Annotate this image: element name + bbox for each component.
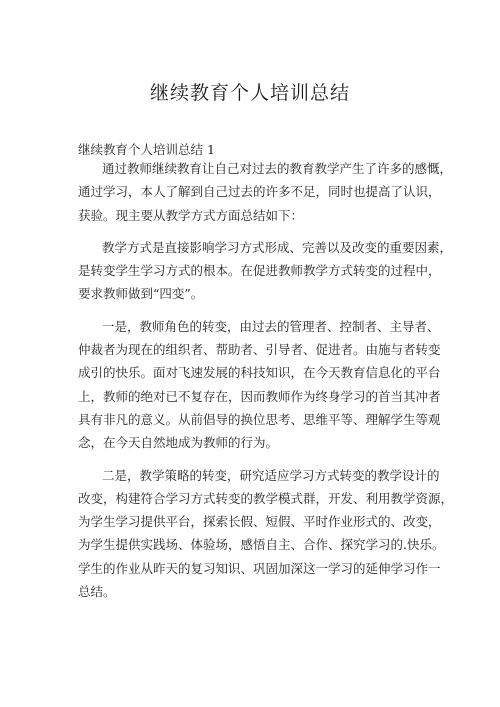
paragraph-line: 为学生提供实践场、体验场，感悟自主、合作、探究学习的.快乐。 (78, 537, 445, 553)
paragraph-1 (78, 157, 453, 227)
paragraph-2 (78, 236, 453, 306)
paragraph-line: 教学方式是直接影响学习方式形成、完善以及改变的重要因素， (102, 239, 453, 255)
paragraph-line: 通过学习，本人了解到自己过去的许多不足，同时也提高了认识， (78, 184, 441, 200)
paragraph-line: 二是，教学策略的转变，研究适应学习方式转变的教学设计的 (102, 467, 440, 483)
paragraph-line: 是转变学生学习方式的根本。在促进教师教学方式转变的过程中， (78, 263, 441, 279)
paragraph-line: 要求教师做到“四变”。 (78, 286, 204, 302)
paragraph-line: 一是，教师角色的转变，由过去的管理者、控制者、主导者、 (102, 318, 440, 334)
paragraph-line: 学生的作业从昨天的复习知识、巩固加深这一学习的延伸学习作一 (78, 560, 441, 576)
paragraph-line: 念，在今天自然地成为教师的行为。 (78, 435, 279, 451)
paragraph-4 (78, 464, 454, 604)
paragraph-line: 上，教师的绝对已不复存在，因而教师作为终身学习的首当其冲者 (78, 388, 441, 404)
section-heading: 继续教育个人培训总结 1 (78, 142, 215, 157)
paragraph-line: 总结。 (78, 584, 116, 600)
paragraph-line: 为学生学习提供平台，探索长假、短假、平时作业形式的、改变， (78, 514, 441, 530)
document-body (78, 157, 454, 612)
paragraph-line: 具有非凡的意义。从前倡导的换位思考、思维平等、理解学生等观 (78, 411, 441, 427)
paragraph-line: 成引的快乐。面对飞速发展的科技知识，在今天教育信息化的平台 (78, 365, 441, 381)
document-title: 继续教育个人培训总结 (149, 82, 350, 104)
paragraph-line: 改变，构建符合学习方式转变的教学模式群，开发、利用教学资源， (78, 490, 454, 506)
paragraph-line: 仲裁者为现在的组织者、帮助者、引导者、促进者。由施与者转变 (78, 342, 441, 358)
paragraph-line: 通过教师继续教育让自己对过去的教育教学产生了许多的感慨， (102, 161, 453, 176)
paragraph-3 (78, 315, 441, 455)
paragraph-line: 获验。现主要从教学方式方面总结如下： (78, 207, 304, 223)
